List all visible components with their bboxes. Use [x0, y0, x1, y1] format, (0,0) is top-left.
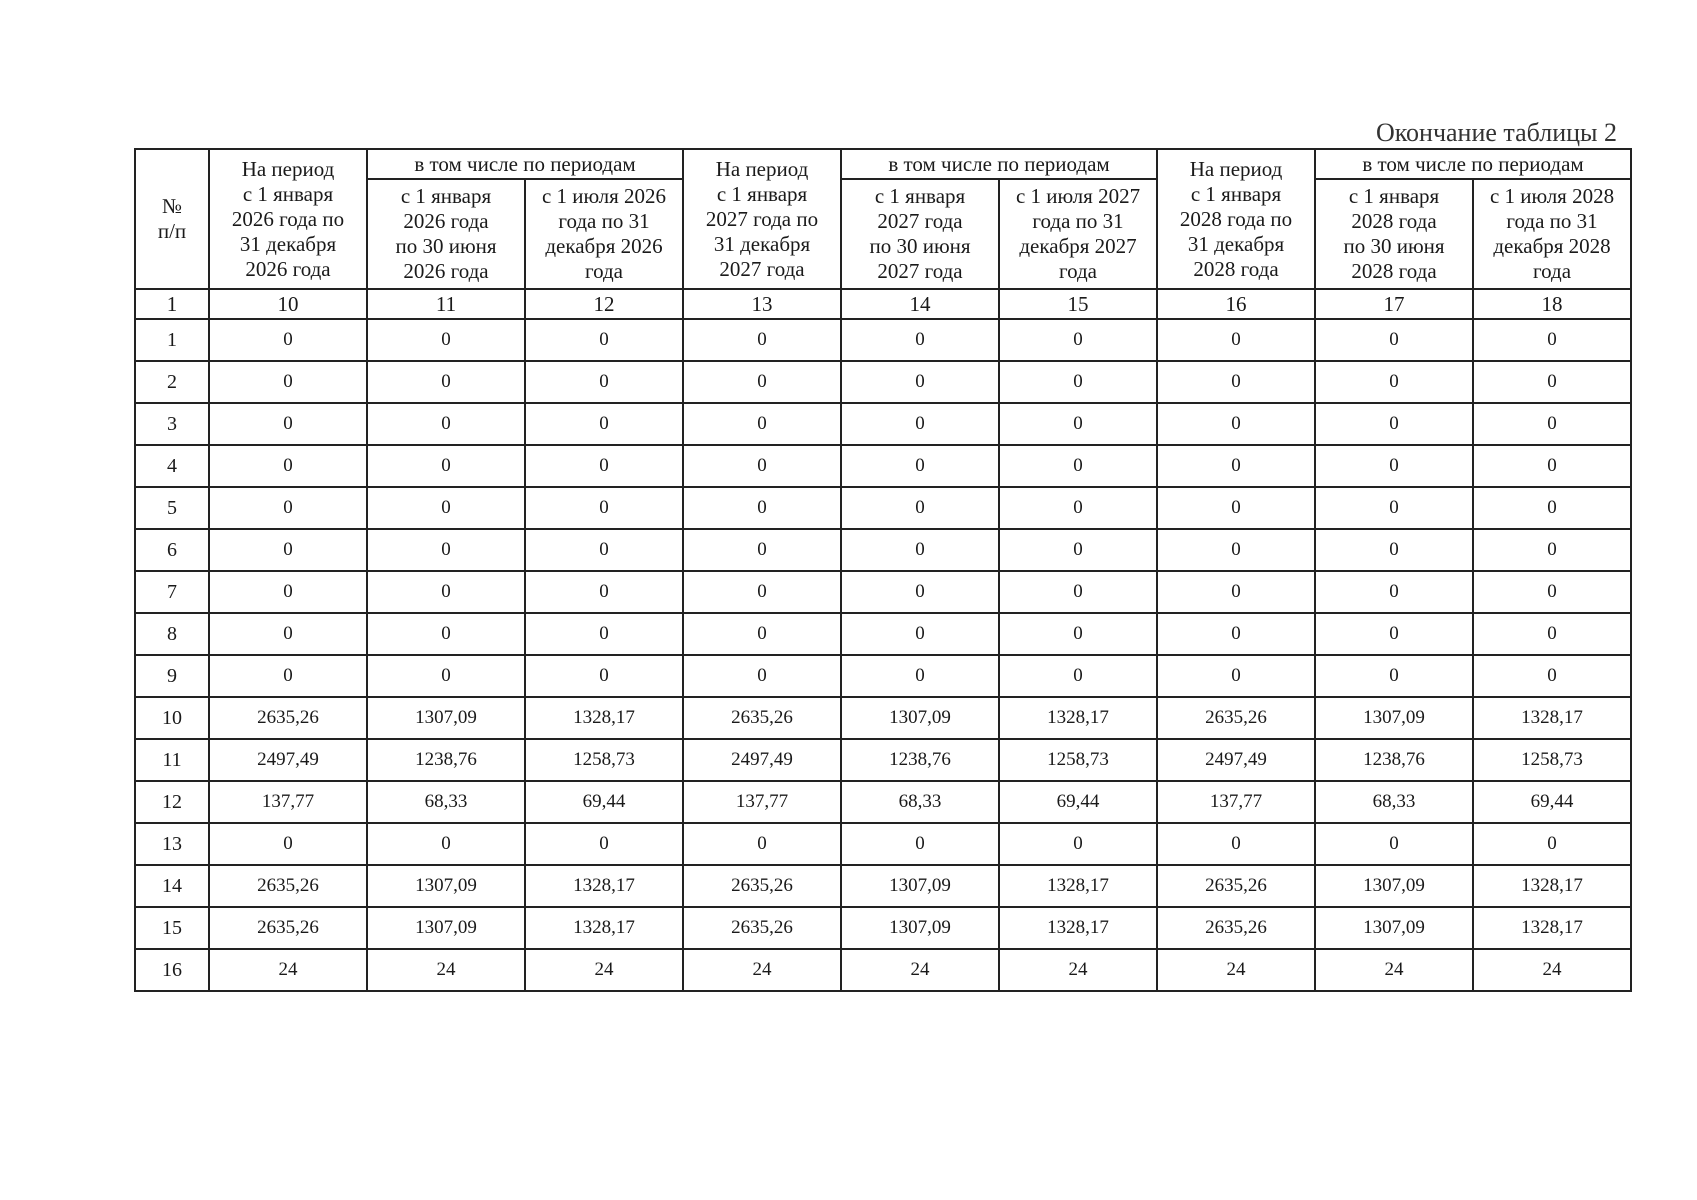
table-cell: 0: [367, 403, 525, 445]
table-cell: 1328,17: [999, 697, 1157, 739]
table-cell: 0: [999, 655, 1157, 697]
table-cell: 2635,26: [1157, 697, 1315, 739]
table-cell: 0: [209, 319, 367, 361]
row-number-cell: 16: [135, 949, 209, 991]
header-h1-2027: с 1 января 2027 года по 30 июня 2027 года: [841, 179, 999, 289]
table-caption: Окончание таблицы 2: [1375, 118, 1617, 147]
row-number-cell: 7: [135, 571, 209, 613]
table-cell: 69,44: [1473, 781, 1631, 823]
table-cell: 24: [999, 949, 1157, 991]
table-cell: 68,33: [367, 781, 525, 823]
column-number: 14: [841, 289, 999, 319]
table-cell: 0: [367, 529, 525, 571]
table-cell: 0: [525, 319, 683, 361]
table-cell: 1328,17: [1473, 865, 1631, 907]
table-cell: 2497,49: [209, 739, 367, 781]
table-cell: 24: [683, 949, 841, 991]
table-row: [135, 487, 1631, 529]
table-cell: 0: [1157, 445, 1315, 487]
table-cell: 2635,26: [1157, 865, 1315, 907]
table-cell: 2635,26: [683, 697, 841, 739]
table-cell: 1328,17: [999, 865, 1157, 907]
table-cell: 0: [1473, 445, 1631, 487]
table-cell: 2635,26: [209, 907, 367, 949]
table-cell: 2497,49: [683, 739, 841, 781]
table-cell: 0: [841, 655, 999, 697]
table-row: [135, 445, 1631, 487]
table-cell: 0: [683, 445, 841, 487]
row-number-cell: 1: [135, 319, 209, 361]
table-cell: 1258,73: [999, 739, 1157, 781]
table-cell: 0: [841, 529, 999, 571]
row-number-cell: 14: [135, 865, 209, 907]
table-row: [135, 739, 1631, 781]
table-cell: 24: [209, 949, 367, 991]
table-cell: 1307,09: [841, 907, 999, 949]
header-h2-2026: с 1 июля 2026 года по 31 декабря 2026 года: [525, 179, 683, 289]
table-row: [135, 655, 1631, 697]
table-cell: 0: [999, 823, 1157, 865]
table-cell: 0: [841, 361, 999, 403]
table-cell: 0: [1473, 655, 1631, 697]
table-cell: 0: [683, 529, 841, 571]
header-h2-2028: с 1 июля 2028 года по 31 декабря 2028 года: [1473, 179, 1631, 289]
table-cell: 0: [999, 487, 1157, 529]
table-cell: 0: [367, 487, 525, 529]
table-cell: 0: [1157, 319, 1315, 361]
table-cell: 2635,26: [1157, 907, 1315, 949]
table-cell: 0: [683, 361, 841, 403]
column-number: 16: [1157, 289, 1315, 319]
table-cell: 24: [1315, 949, 1473, 991]
table-cell: 0: [367, 823, 525, 865]
table-cell: 0: [1473, 361, 1631, 403]
header-total-2028: На период с 1 января 2028 года по 31 декабря 2028 года: [1157, 149, 1315, 289]
table-cell: 0: [999, 403, 1157, 445]
table-cell: 0: [999, 613, 1157, 655]
table-cell: 0: [683, 403, 841, 445]
table-cell: 1307,09: [841, 865, 999, 907]
table-cell: 0: [1315, 571, 1473, 613]
table-row: [135, 781, 1631, 823]
table-cell: 0: [525, 529, 683, 571]
table-cell: 0: [525, 487, 683, 529]
table-cell: 0: [1315, 445, 1473, 487]
row-number-cell: 5: [135, 487, 209, 529]
table-cell: 0: [525, 571, 683, 613]
table-row: [135, 571, 1631, 613]
column-number: 17: [1315, 289, 1473, 319]
table-cell: 0: [1473, 529, 1631, 571]
table-cell: 2635,26: [683, 907, 841, 949]
table-row: [135, 529, 1631, 571]
header-h1-2028: с 1 января 2028 года по 30 июня 2028 года: [1315, 179, 1473, 289]
table-cell: 0: [209, 823, 367, 865]
column-number: 13: [683, 289, 841, 319]
table-cell: 0: [841, 613, 999, 655]
table-cell: 24: [525, 949, 683, 991]
table-cell: 0: [1473, 319, 1631, 361]
table-cell: 0: [841, 823, 999, 865]
table-cell: 0: [209, 361, 367, 403]
column-number: 18: [1473, 289, 1631, 319]
table-cell: 24: [1473, 949, 1631, 991]
table-body: [135, 319, 1631, 991]
header-h2-2027: с 1 июля 2027 года по 31 декабря 2027 года: [999, 179, 1157, 289]
table-cell: 0: [683, 655, 841, 697]
table-cell: 2635,26: [683, 865, 841, 907]
table-cell: 69,44: [525, 781, 683, 823]
table-cell: 0: [1315, 487, 1473, 529]
table-cell: 1307,09: [367, 865, 525, 907]
table-cell: 24: [841, 949, 999, 991]
table-cell: 0: [525, 655, 683, 697]
table-cell: 2635,26: [209, 865, 367, 907]
table-cell: 0: [525, 361, 683, 403]
table-cell: 0: [1473, 613, 1631, 655]
column-number: 11: [367, 289, 525, 319]
table-cell: 0: [525, 823, 683, 865]
table-cell: 0: [841, 571, 999, 613]
column-number: 15: [999, 289, 1157, 319]
table-cell: 0: [841, 403, 999, 445]
table-cell: 1258,73: [525, 739, 683, 781]
table-cell: 0: [209, 655, 367, 697]
table-cell: 0: [1473, 403, 1631, 445]
table-cell: 1238,76: [841, 739, 999, 781]
table-cell: 0: [1315, 319, 1473, 361]
table-cell: 0: [1473, 823, 1631, 865]
table-cell: 0: [999, 319, 1157, 361]
table-cell: 1328,17: [525, 697, 683, 739]
table-cell: 0: [1315, 655, 1473, 697]
table-cell: 1307,09: [1315, 865, 1473, 907]
table-cell: 0: [1157, 529, 1315, 571]
table-cell: 0: [1473, 487, 1631, 529]
table-cell: 0: [525, 613, 683, 655]
table-cell: 0: [1315, 613, 1473, 655]
table-cell: 1307,09: [1315, 697, 1473, 739]
table-cell: 0: [683, 487, 841, 529]
table-cell: 0: [209, 613, 367, 655]
column-number: 12: [525, 289, 683, 319]
header-group-2027: в том числе по периодам: [841, 149, 1157, 179]
row-number-cell: 12: [135, 781, 209, 823]
table-cell: 68,33: [1315, 781, 1473, 823]
table-cell: 1328,17: [1473, 697, 1631, 739]
table-cell: 0: [209, 445, 367, 487]
table-cell: 0: [1157, 655, 1315, 697]
table-row: [135, 697, 1631, 739]
table-row: [135, 907, 1631, 949]
table-cell: 0: [683, 571, 841, 613]
table-row: [135, 361, 1631, 403]
table-cell: 1258,73: [1473, 739, 1631, 781]
table-cell: 0: [367, 361, 525, 403]
table-cell: 0: [209, 487, 367, 529]
table-cell: 0: [1315, 403, 1473, 445]
table-cell: 0: [1157, 571, 1315, 613]
table-cell: 0: [1315, 361, 1473, 403]
table-cell: 0: [683, 319, 841, 361]
table-cell: 0: [999, 445, 1157, 487]
row-number-cell: 11: [135, 739, 209, 781]
table-cell: 0: [209, 403, 367, 445]
table-cell: 68,33: [841, 781, 999, 823]
table-row: [135, 403, 1631, 445]
table-cell: 137,77: [683, 781, 841, 823]
table-cell: 0: [1157, 613, 1315, 655]
table-cell: 0: [683, 613, 841, 655]
row-number-cell: 3: [135, 403, 209, 445]
table-cell: 1307,09: [367, 907, 525, 949]
table-row: [135, 949, 1631, 991]
table-cell: 1238,76: [1315, 739, 1473, 781]
table-row: [135, 319, 1631, 361]
table-cell: 69,44: [999, 781, 1157, 823]
table-cell: 0: [367, 613, 525, 655]
table-cell: 137,77: [1157, 781, 1315, 823]
table-cell: 1307,09: [367, 697, 525, 739]
table-cell: 0: [841, 445, 999, 487]
table-cell: 24: [367, 949, 525, 991]
table-cell: 1328,17: [525, 865, 683, 907]
header-row-number: № п/п: [135, 149, 209, 289]
table-cell: 0: [209, 571, 367, 613]
table-cell: 0: [367, 319, 525, 361]
table-cell: 0: [367, 655, 525, 697]
row-number-cell: 8: [135, 613, 209, 655]
table-cell: 0: [1473, 571, 1631, 613]
table-cell: 1307,09: [1315, 907, 1473, 949]
table-cell: 1238,76: [367, 739, 525, 781]
row-number-cell: 9: [135, 655, 209, 697]
table-cell: 2497,49: [1157, 739, 1315, 781]
table-cell: 0: [841, 487, 999, 529]
table-cell: 0: [367, 571, 525, 613]
table-row: [135, 823, 1631, 865]
table-cell: 0: [999, 571, 1157, 613]
row-number-cell: 15: [135, 907, 209, 949]
header-total-2027: На период с 1 января 2027 года по 31 декабря 2027 года: [683, 149, 841, 289]
table-cell: 1328,17: [999, 907, 1157, 949]
table-cell: 0: [1157, 361, 1315, 403]
table-cell: 24: [1157, 949, 1315, 991]
data-table: [134, 148, 1632, 992]
column-number: 1: [135, 289, 209, 319]
table-cell: 0: [999, 529, 1157, 571]
table-cell: 1307,09: [841, 697, 999, 739]
header-group-2026: в том числе по периодам: [367, 149, 683, 179]
table-cell: 0: [1157, 487, 1315, 529]
table-row: [135, 865, 1631, 907]
table-cell: 2635,26: [209, 697, 367, 739]
column-number: 10: [209, 289, 367, 319]
table-row: [135, 613, 1631, 655]
table-cell: 0: [209, 529, 367, 571]
row-number-cell: 10: [135, 697, 209, 739]
table-cell: 1328,17: [1473, 907, 1631, 949]
header-h1-2026: с 1 января 2026 года по 30 июня 2026 года: [367, 179, 525, 289]
table-cell: 0: [367, 445, 525, 487]
column-number-row: [135, 289, 1631, 319]
row-number-cell: 4: [135, 445, 209, 487]
header-total-2026: На период с 1 января 2026 года по 31 декабря 2026 года: [209, 149, 367, 289]
table-cell: 0: [683, 823, 841, 865]
table-cell: 0: [525, 403, 683, 445]
row-number-cell: 2: [135, 361, 209, 403]
row-number-cell: 6: [135, 529, 209, 571]
header-group-2028: в том числе по периодам: [1315, 149, 1631, 179]
table-cell: 0: [841, 319, 999, 361]
table-cell: 0: [525, 445, 683, 487]
table-cell: 0: [999, 361, 1157, 403]
table-cell: 0: [1315, 529, 1473, 571]
table-cell: 0: [1315, 823, 1473, 865]
table-cell: 137,77: [209, 781, 367, 823]
table-cell: 0: [1157, 823, 1315, 865]
table-cell: 0: [1157, 403, 1315, 445]
row-number-cell: 13: [135, 823, 209, 865]
table-cell: 1328,17: [525, 907, 683, 949]
